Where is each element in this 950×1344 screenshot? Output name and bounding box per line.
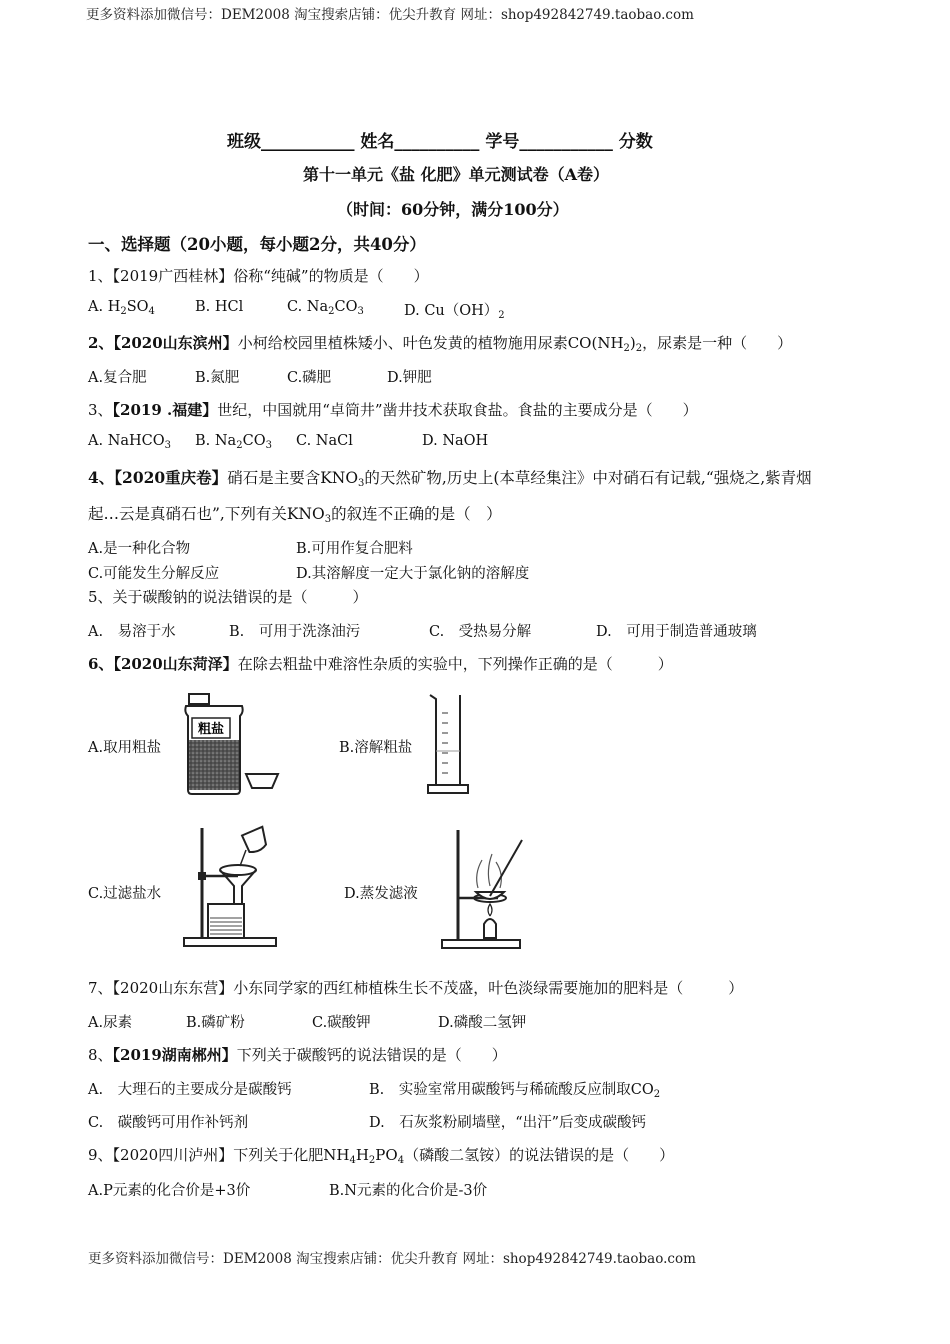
q7-option-d: D.磷酸二氢钾: [438, 1015, 527, 1031]
question-9: 9、【2020四川泸州】下列关于化肥$NH_4H_2PO_4$（磷酸二氢铵）的说法错误的是（ ）: [88, 1146, 675, 1166]
q1-option-b: B. HCl: [195, 299, 244, 315]
q3-option-d: D. NaOH: [422, 433, 489, 449]
q2-option-b: B.氮肥: [195, 370, 240, 386]
section-heading: 一、选择题（20小题，每小题2分，共40分）: [88, 235, 426, 254]
page-header: 更多资料添加微信号：DEM2008 淘宝搜索店铺：优尖升教育 网址：shop492842749.taobao.com: [86, 7, 694, 23]
question-6: 6、【2020山东菏泽】在除去粗盐中难溶性杂质的实验中，下列操作正确的是（ ）: [88, 655, 673, 673]
q8-option-d: D. 石灰浆粉刷墙壁，“出汗”后变成碳酸钙: [369, 1115, 647, 1131]
question-4-line-2: 起…云是真硝石也”,下列有关$KNO_3$的叙连不正确的是（ ）: [88, 505, 502, 525]
q3-option-a: A. NaHCO$_3$: [88, 433, 172, 451]
question-4-line-1: 4、【2020重庆卷】硝石是主要含$KNO_3$的天然矿物,历史上(本草经集注》中对硝石有记载,“强烧之,紫青烟: [88, 468, 812, 489]
student-info-line: 班级___________ 姓名__________ 学号___________ 分数: [227, 132, 653, 152]
q2-option-a: A.复合肥: [88, 370, 147, 386]
question-1: 1、【2019广西桂林】俗称“纯碱”的物质是（ ）: [88, 267, 429, 285]
q4-option-c: C.可能发生分解反应: [88, 566, 220, 582]
graduated-cylinder-figure: [426, 693, 470, 798]
q5-option-a: A. 易溶于水: [88, 624, 176, 640]
q3-option-c: C. NaCl: [296, 433, 353, 449]
q4-option-d: D.其溶解度一定大于氯化钠的溶解度: [296, 566, 530, 582]
filtration-figure: [180, 820, 280, 950]
q8-option-b: B. 实验室常用碳酸钙与稀硫酸反应制取$CO_2$: [369, 1082, 661, 1100]
q1-option-d: D. $Cu(OH)_2$: [404, 303, 505, 321]
q8-option-a: A. 大理石的主要成分是碳酸钙: [88, 1082, 292, 1098]
q4-option-a: A.是一种化合物: [88, 541, 191, 557]
q1-option-c: C. $Na_2CO_3$: [287, 299, 364, 317]
question-8: 8、【2019湖南郴州】下列关于碳酸钙的说法错误的是（ ）: [88, 1046, 507, 1064]
q6-option-c: C.过滤盐水: [88, 886, 162, 902]
q2-option-d: D.钾肥: [387, 370, 432, 386]
page-footer: 更多资料添加微信号：DEM2008 淘宝搜索店铺：优尖升教育 网址：shop492842749.taobao.com: [88, 1251, 696, 1267]
question-5: 5、关于碳酸钠的说法错误的是（ ）: [88, 588, 368, 606]
q5-option-b: B. 可用于洗涤油污: [229, 624, 361, 640]
question-3: 3、【2019 .福建】世纪，中国就用“卓筒井”凿井技术获取食盐。食盐的主要成分是（ ）: [88, 401, 698, 419]
evaporation-figure: [438, 826, 524, 950]
q9-option-b: B.N元素的化合价是-3价: [329, 1183, 488, 1199]
q5-option-c: C. 受热易分解: [429, 624, 532, 640]
question-2: 2、【2020山东滨州】小柯给校园里植株矮小、叶色发黄的植物施用尿素$CO(NH_2)_2$，尿素是一种（ ）: [88, 334, 793, 354]
jar-label: 粗盐: [197, 722, 225, 737]
q2-option-c: C.磷肥: [287, 370, 332, 386]
q7-option-c: C.碳酸钾: [312, 1015, 371, 1031]
q3-option-b: B. $Na_2CO_3$: [195, 433, 272, 451]
q4-option-b: B.可用作复合肥料: [296, 541, 413, 557]
question-7: 7、【2020山东东营】小东同学家的西红柿植株生长不茂盛，叶色淡绿需要施加的肥料是（ ）: [88, 979, 744, 997]
q5-option-d: D. 可用于制造普通玻璃: [596, 624, 757, 640]
q7-option-b: B.磷矿粉: [186, 1015, 245, 1031]
q6-option-b: B.溶解粗盐: [339, 740, 413, 756]
take-salt-figure: [180, 692, 282, 796]
q8-option-c: C. 碳酸钙可用作补钙剂: [88, 1115, 249, 1131]
q1-option-a: A. $H_2SO_4$: [88, 299, 155, 317]
q6-option-d: D.蒸发滤液: [344, 886, 418, 902]
q7-option-a: A.尿素: [88, 1015, 133, 1031]
page-subtitle: （时间：60分钟，满分100分）: [337, 200, 569, 219]
q6-option-a: A.取用粗盐: [88, 740, 162, 756]
q9-option-a: A.P元素的化合价是+3价: [88, 1183, 251, 1199]
page-title: 第十一单元《盐 化肥》单元测试卷（A卷）: [303, 165, 609, 184]
